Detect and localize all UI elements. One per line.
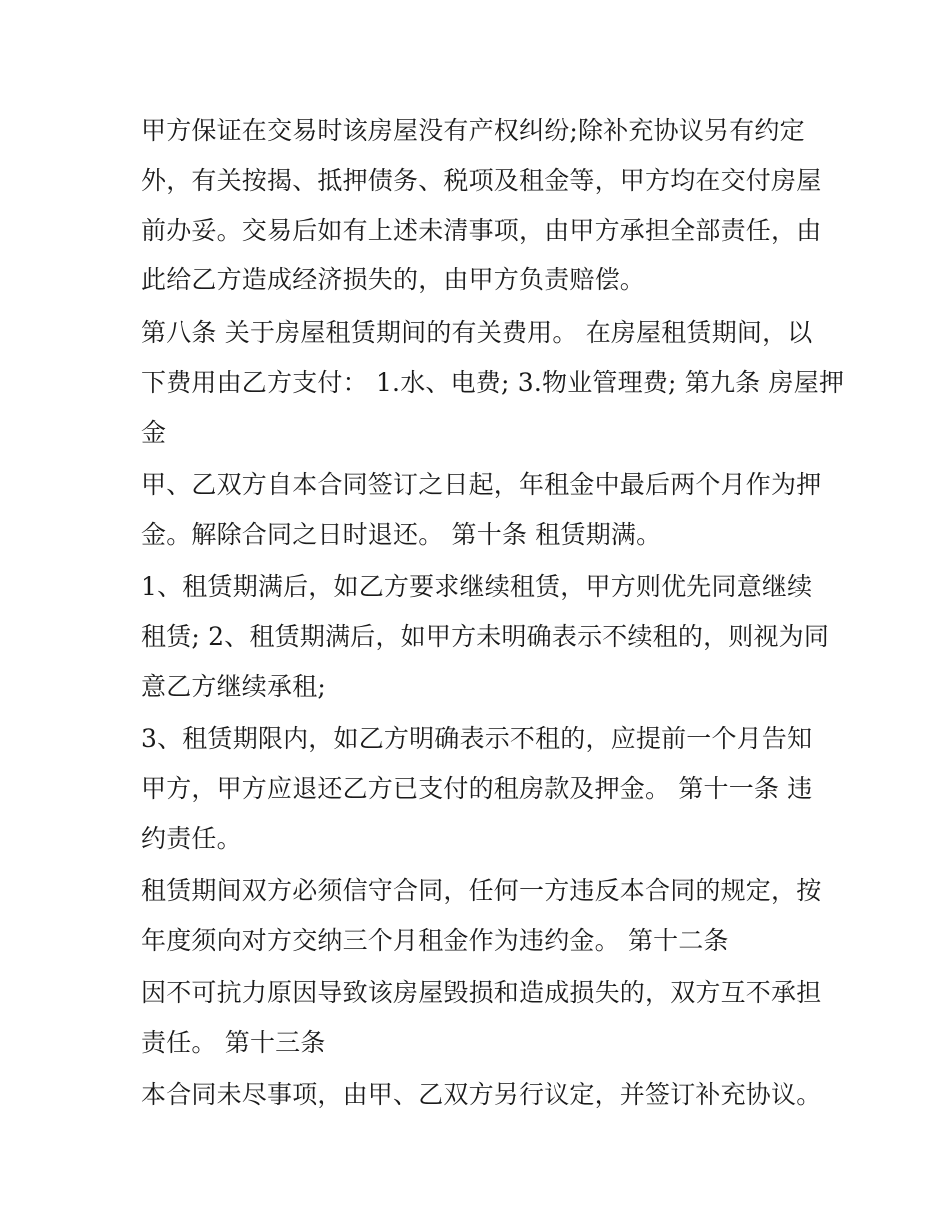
- text-line: 租赁期间双方必须信守合同，任何一方违反本合同的规定，按: [141, 876, 822, 905]
- text-line: 外，有关按揭、抵押债务、税项及租金等，甲方均在交付房屋: [141, 166, 822, 195]
- text-line: 租赁; 2、租赁期满后，如甲方未明确表示不续租的，则视为同: [141, 622, 830, 651]
- text-line: 此给乙方造成经济损失的，由甲方负责赔偿。: [141, 265, 646, 294]
- text-line: 约责任。: [141, 824, 242, 853]
- text-line: 前办妥。交易后如有上述未清事项，由甲方承担全部责任，由: [141, 216, 822, 245]
- text-line: 本合同未尽事项，由甲、乙双方另行议定，并签订补充协议。: [141, 1080, 822, 1109]
- text-line: 甲方保证在交易时该房屋没有产权纠纷;除补充协议另有约定: [141, 116, 805, 145]
- text-line: 金。解除合同之日时退还。 第十条 租赁期满。: [141, 520, 662, 549]
- text-line: 金: [141, 418, 167, 447]
- text-line: 第八条 关于房屋租赁期间的有关费用。 在房屋租赁期间，以: [141, 318, 813, 347]
- text-line: 下费用由乙方支付： 1.水、电费; 3.物业管理费; 第九条 房屋押: [141, 368, 845, 397]
- text-line: 1、租赁期满后，如乙方要求继续租赁，甲方则优先同意继续: [141, 572, 813, 601]
- text-line: 意乙方继续承租;: [141, 672, 327, 701]
- text-line: 责任。 第十三条: [141, 1028, 326, 1057]
- text-line: 甲方，甲方应退还乙方已支付的租房款及押金。 第十一条 违: [141, 774, 813, 803]
- text-line: 3、租赁期限内，如乙方明确表示不租的，应提前一个月告知: [141, 724, 813, 753]
- text-line: 因不可抗力原因导致该房屋毁损和造成损失的，双方互不承担: [141, 978, 822, 1007]
- text-line: 年度须向对方交纳三个月租金作为违约金。 第十二条: [141, 926, 729, 955]
- text-line: 甲、乙双方自本合同签订之日起，年租金中最后两个月作为押: [141, 470, 822, 499]
